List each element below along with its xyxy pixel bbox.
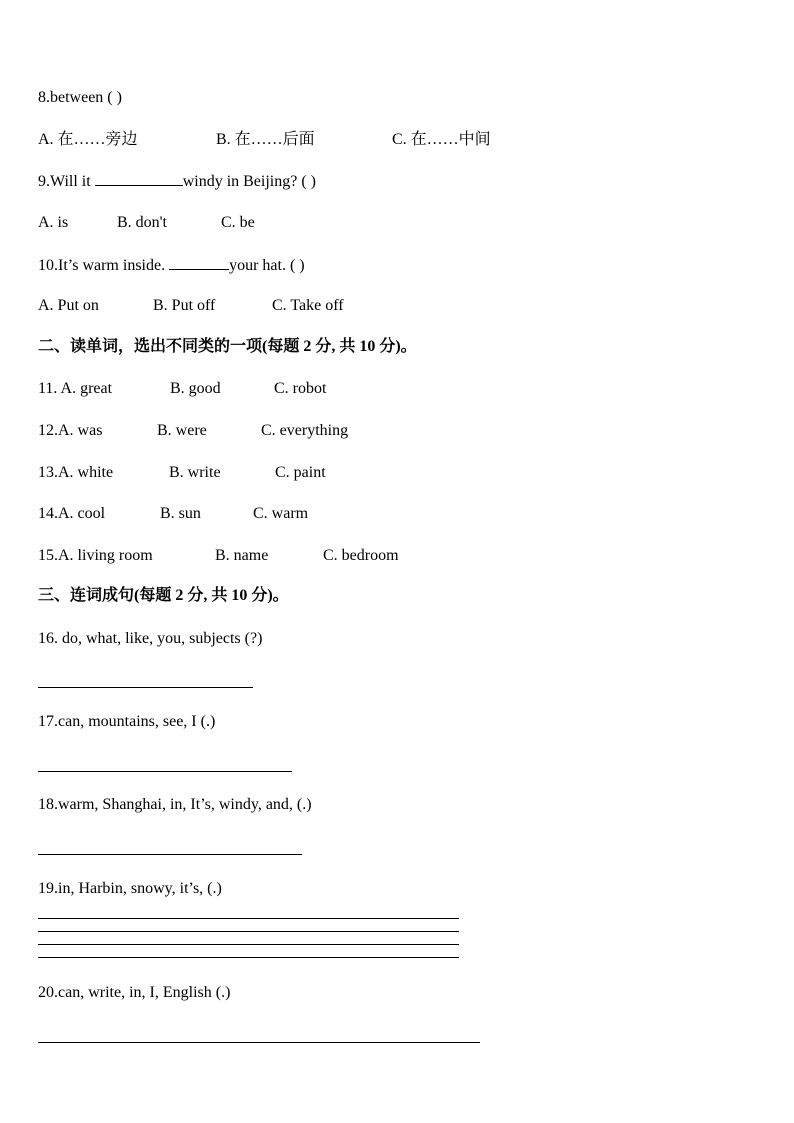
answer-line — [38, 854, 302, 855]
answer-line — [38, 687, 253, 688]
question-16: 16. do, what, like, you, subjects (?) — [38, 630, 263, 647]
section-3-title: 三、连词成句(每题 2 分, 共 10 分)。 — [38, 587, 289, 604]
option-c: C. paint — [275, 464, 326, 481]
option-c: C. 在……中间 — [392, 131, 491, 148]
option-b: B. don't — [117, 214, 167, 231]
option-b: B. Put off — [153, 297, 216, 314]
question-17: 17.can, mountains, see, I (.) — [38, 713, 216, 730]
option-b: B. good — [170, 380, 221, 397]
option-c: C. robot — [274, 380, 327, 397]
question-8-stem: 8.between ( ) — [38, 89, 122, 106]
question-9-prefix: 9.Will it — [38, 173, 95, 190]
option-b: B. 在……后面 — [216, 131, 315, 148]
question-20: 20.can, write, in, I, English (.) — [38, 984, 231, 1001]
option-a: 11. A. great — [38, 380, 113, 397]
option-a: 15.A. living room — [38, 547, 153, 564]
answer-line — [38, 931, 459, 932]
section-2-title: 二、读单词，选出不同类的一项(每题 2 分, 共 10 分)。 — [38, 338, 417, 355]
answer-line — [38, 957, 459, 958]
option-a: 12.A. was — [38, 422, 103, 439]
option-a: 14.A. cool — [38, 505, 106, 522]
option-c: C. warm — [253, 505, 309, 522]
option-b: B. sun — [160, 505, 201, 522]
option-a: 13.A. white — [38, 464, 114, 481]
option-a: A. is — [38, 214, 69, 231]
option-b: B. name — [215, 547, 269, 564]
question-19: 19.in, Harbin, snowy, it’s, (.) — [38, 880, 222, 897]
answer-blank — [169, 255, 229, 270]
question-10-stem — [38, 255, 305, 276]
option-a: A. Put on — [38, 297, 99, 314]
option-c: C. Take off — [272, 297, 344, 314]
question-9-suffix: windy in Beijing? ( ) — [182, 173, 316, 190]
option-c: C. be — [221, 214, 255, 231]
option-a: A. 在……旁边 — [38, 131, 138, 148]
question-10-prefix: 10.It’s warm inside. — [38, 257, 170, 274]
question-18: 18.warm, Shanghai, in, It’s, windy, and, (.) — [38, 796, 312, 813]
answer-line — [38, 944, 459, 945]
answer-line — [38, 771, 292, 772]
answer-line — [38, 1042, 480, 1043]
option-b: B. write — [169, 464, 221, 481]
answer-line — [38, 918, 459, 919]
question-10-suffix: your hat. ( ) — [229, 257, 305, 274]
question-9-stem — [38, 171, 316, 192]
option-b: B. were — [157, 422, 207, 439]
option-c: C. bedroom — [323, 547, 399, 564]
answer-blank — [95, 171, 183, 186]
option-c: C. everything — [261, 422, 349, 439]
